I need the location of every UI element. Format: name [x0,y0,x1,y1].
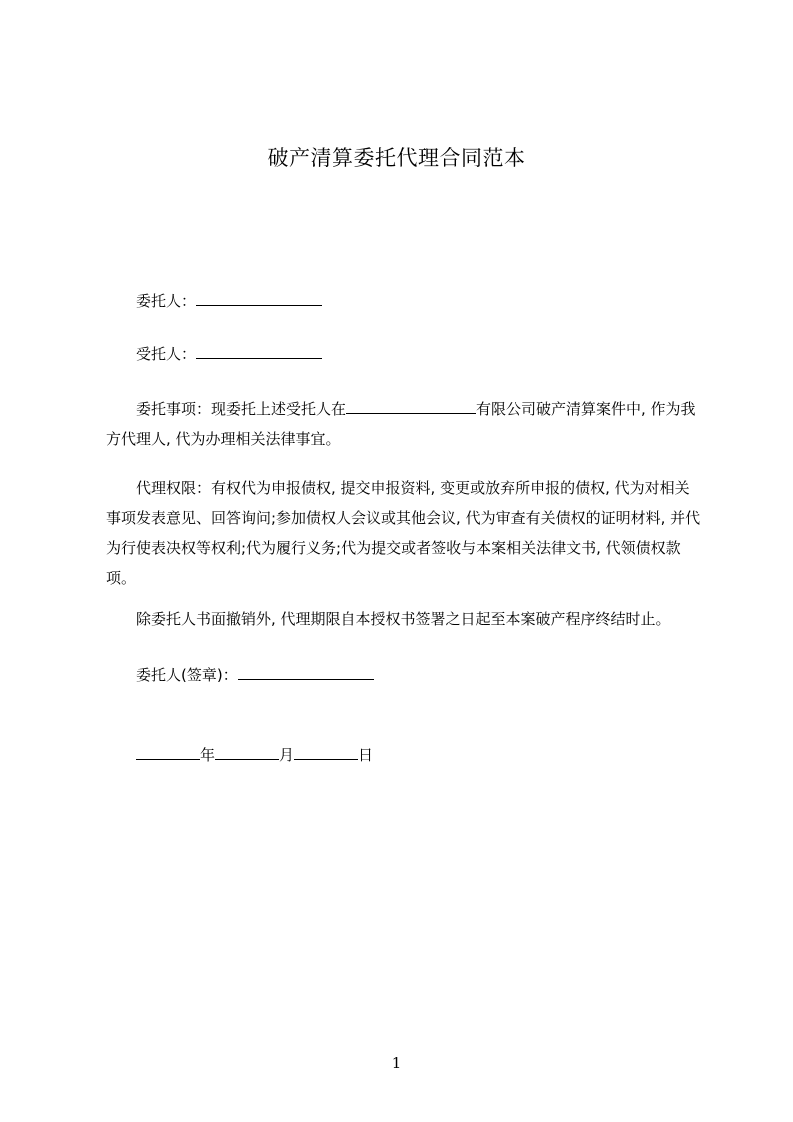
day-label: 日 [358,746,374,764]
year-blank [136,744,200,760]
date-line [136,740,373,770]
matter-text-before: 委托事项：现委托上述受托人在 [136,400,347,418]
principal-blank [196,290,322,306]
agent-line [136,339,322,369]
agent-label: 受托人： [136,345,197,363]
signature-label: 委托人(签章)： [136,666,238,684]
month-blank [215,744,279,760]
signature-blank [238,664,374,680]
agent-blank [196,343,322,359]
document-title: 破产清算委托代理合同范本 [267,146,526,170]
year-label: 年 [200,746,216,764]
principal-label: 委托人： [136,292,197,310]
authority-paragraph: 代理权限：有权代为申报债权, 提交申报资料, 变更或放弃所申报的债权, 代为对相关事项发表意见、回答询问;参加债权人会议或其他会议, 代为审查有关债权的证明材料, 并代为行使表决权等权利;代为履行义务;代为提交或者签收与本案相关法律文书, 代领债权款项。 [106,479,701,587]
term-paragraph: 除委托人书面撤销外, 代理期限自本授权书签署之日起至本案破产程序终结时止。 [136,610,671,628]
principal-line [136,286,322,316]
page-number: 1 [391,1054,402,1072]
matter-text-after: 有限公司破产清算案件中, 作为我方代理人, 代为办理相关法律事宜。 [106,400,696,448]
day-blank [294,744,358,760]
matter-paragraph [106,394,702,454]
company-blank [346,398,476,414]
signature-line [136,660,374,690]
month-label: 月 [279,746,295,764]
